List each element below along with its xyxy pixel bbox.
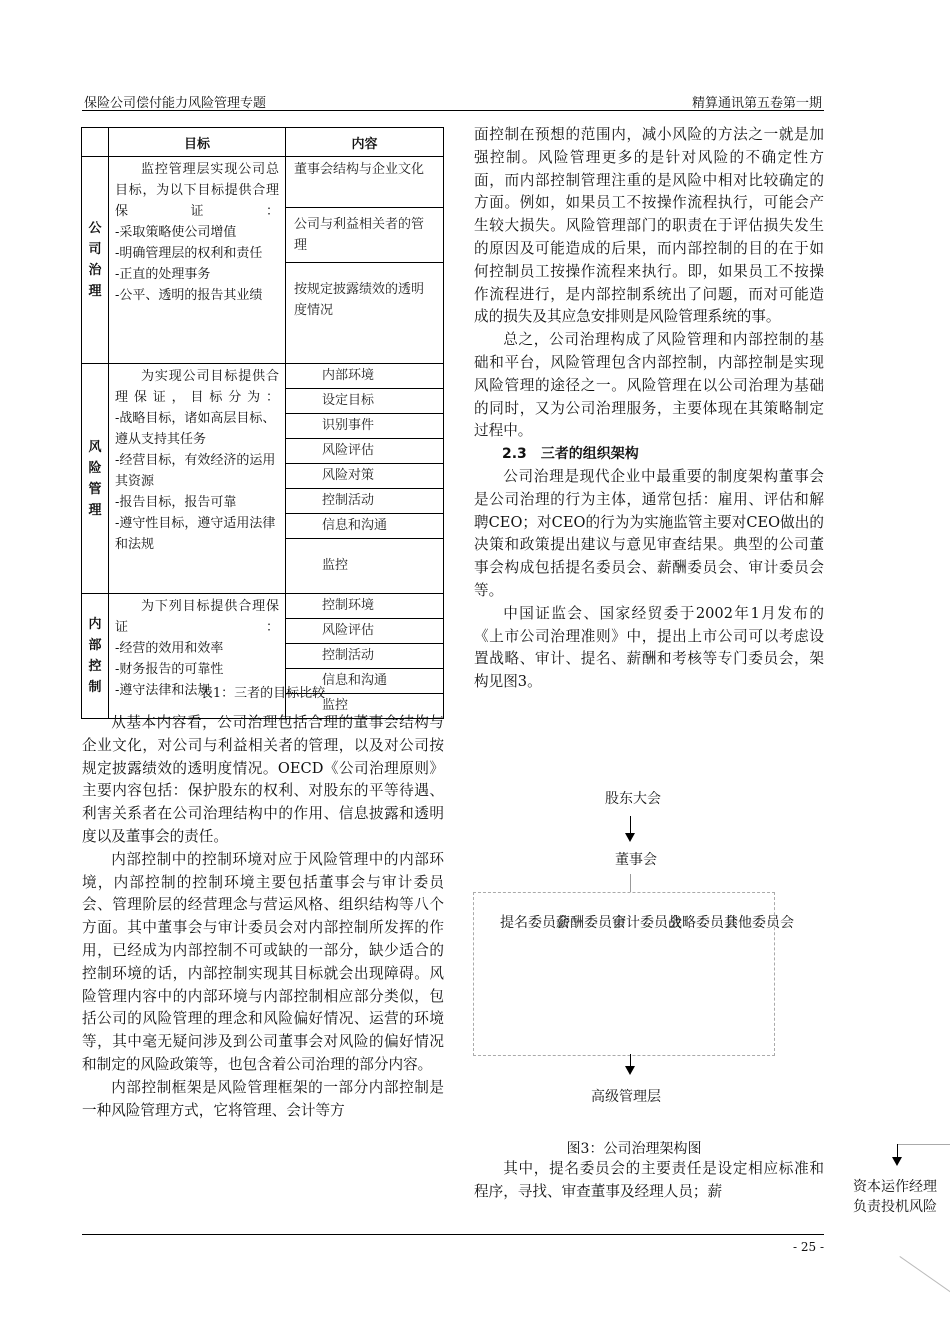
content-cell: 公司与利益相关者的管理 xyxy=(286,208,444,263)
overflow-arrowhead xyxy=(892,1157,902,1166)
footer-rule xyxy=(82,1234,824,1235)
overflow-text: 资本运作经理 xyxy=(853,1179,937,1195)
content-cell: 控制活动 xyxy=(286,644,444,669)
org-connector xyxy=(630,874,631,892)
figure-caption: 图3：公司治理架构图 xyxy=(566,1141,702,1157)
org-committee: 其他委员会 xyxy=(724,915,794,931)
section-targets: 为实现公司目标提供合理保证，目标分为： -战略目标，诸如高层目标、遵从支持其任务 -经营目标，有效经济的运用其资源 -报告目标，报告可靠 -遵守性目标，遵守适用法律和法规 xyxy=(109,364,286,594)
org-management: 高级管理层 xyxy=(591,1089,661,1105)
section-name: 公 司 治 理 xyxy=(82,157,109,364)
content-cell: 董事会结构与企业文化 xyxy=(286,157,444,208)
header-rule xyxy=(82,110,824,111)
table-row xyxy=(82,364,444,389)
org-committee: 提名委员会 xyxy=(500,915,570,931)
org-arrow xyxy=(630,816,631,834)
org-arrowhead xyxy=(625,1066,635,1075)
content-cell: 按规定披露绩效的透明度情况 xyxy=(286,263,444,364)
paragraph: 中国证监会、国家经贸委于2002年1月发布的《上市公司治理准则》中，提出上市公司可以考虑设置战略、审计、提名、薪酬和考核等专门委员会，架构见图3。 xyxy=(474,604,824,691)
content-cell: 设定目标 xyxy=(286,389,444,414)
content-cell: 识别事件 xyxy=(286,414,444,439)
content-cell: 监控 xyxy=(286,694,444,719)
org-arrowhead xyxy=(625,833,635,842)
running-header-left: 保险公司偿付能力风险管理专题 xyxy=(84,96,267,111)
content-cell: 控制环境 xyxy=(286,594,444,619)
overflow-text: 负责投机风险 xyxy=(853,1199,937,1215)
paragraph: 其中，提名委员会的主要责任是设定相应标准和程序，寻找、审查董事及经理人员；薪 xyxy=(474,1160,824,1200)
org-committee: 审计委员会 xyxy=(612,915,682,931)
org-shareholders: 股东大会 xyxy=(605,791,661,807)
content-cell: 风险评估 xyxy=(286,619,444,644)
content-cell: 控制活动 xyxy=(286,489,444,514)
table-row xyxy=(82,157,444,208)
paragraph: 内部控制框架是风险管理框架的一部分内部控制是一种风险管理方式，它将管理、会计等方 xyxy=(82,1078,444,1119)
paragraph: 总之，公司治理构成了风险管理和内部控制的基础和平台，风险管理包含内部控制，内部控制是实现风险管理的途径之一。风险管理在以公司治理为基础的同时，又为公司治理服务，主要体现在其策略制定过程中。 xyxy=(474,331,824,440)
section-heading: 2.3 三者的组织架构 xyxy=(502,446,639,463)
content-cell: 内部环境 xyxy=(286,364,444,389)
section-name: 风 险 管 理 xyxy=(82,364,109,594)
col-content-header: 内容 xyxy=(286,128,444,157)
overflow-arrow xyxy=(897,1144,898,1158)
table-row xyxy=(82,594,444,619)
paragraph: 从基本内容看，公司治理包括合理的董事会结构与企业文化，对公司与利益相关者的管理，以及对公司按规定披露绩效的透明度情况。OECD《公司治理原则》主要内容包括：保护股东的权利、对股东的平等待遇、利害关系者在公司治理结构中的作用、信息披露和透明度以及董事会的责任。 xyxy=(82,714,444,845)
paragraph: 内部控制中的控制环境对应于风险管理中的内部环境，内部控制的控制环境主要包括董事会与审计委员会、管理阶层的经营理念与营运风格、组织结构等八个方面。其中董事会与审计委员会对内部控制所发挥的作用，已经成为内部控制不可或缺的一部分，缺少适合的控制环境的话，内部控制实现其目标就会出现障碍。风险管理内容中的内部环境与内部控制相应部分类似，包括公司的风险管理的理念和风险偏好情况、运营的环境等，其中毫无疑问涉及到公司董事会对风险的偏好情况和制定的风险政策等，也包含着公司治理的部分内容。 xyxy=(82,850,444,1073)
section-targets: 为下列目标提供合理保证： -经营的效用和效率 -财务报告的可靠性 -遵守法律和法规 xyxy=(109,594,286,719)
paragraph: 公司治理是现代企业中最重要的制度架构董事会是公司治理的行为主体，通常包括：雇用、评估和解聘CEO；对CEO的行为为实施监管主要对CEO做出的决策和政策提出建议与意见审查结果。典型的公司董事会构成包括提名委员会、薪酬委员会、审计委员会等。 xyxy=(474,467,824,599)
right-column-bottom xyxy=(474,1158,824,1204)
content-cell: 信息和沟通 xyxy=(286,669,444,694)
table-header-row xyxy=(82,128,444,157)
org-committee: 薪酬委员会 xyxy=(556,915,626,931)
org-committee: 战略委员会 xyxy=(668,915,738,931)
comparison-table xyxy=(81,127,444,719)
right-column-top xyxy=(474,124,824,694)
section-name: 内 部 控 制 xyxy=(82,594,109,719)
col-target-header: 目标 xyxy=(109,128,286,157)
overflow-connector xyxy=(897,1144,950,1145)
overflow-diagonal xyxy=(899,1256,950,1297)
content-cell: 信息和沟通 xyxy=(286,514,444,539)
paragraph: 面控制在预想的范围内，减小风险的方法之一就是加强控制。风险管理更多的是针对风险的不确定性方面，而内部控制管理注重的是风险中相对比较确定的方面。例如，如果员工不按操作流程执行，可能会产生较大损失。风险管理部门的职责在于评估损失发生的原因及可能造成的后果，而内部控制的目的在于如何控制员工按操作流程来执行。即，如果员工不按操作流程进行，是内部控制系统出了问题，而对可能造成的损失及其应急安排则是风险管理系统的事。 xyxy=(474,126,824,326)
page-number: - 25 - xyxy=(792,1240,824,1254)
left-column xyxy=(82,712,444,1122)
content-cell: 风险对策 xyxy=(286,464,444,489)
running-header-right: 精算通讯第五卷第一期 xyxy=(691,96,822,111)
table-caption: 表1：三者的目标比较 xyxy=(199,686,326,701)
section-targets: 监控管理层实现公司总目标，为以下目标提供合理保证： -采取策略使公司增值 -明确管理层的权利和责任 -正直的处理事务 -公平、透明的报告其业绩 xyxy=(109,157,286,364)
content-cell: 监控 xyxy=(286,539,444,594)
content-cell: 风险评估 xyxy=(286,439,444,464)
org-board: 董事会 xyxy=(615,852,657,868)
